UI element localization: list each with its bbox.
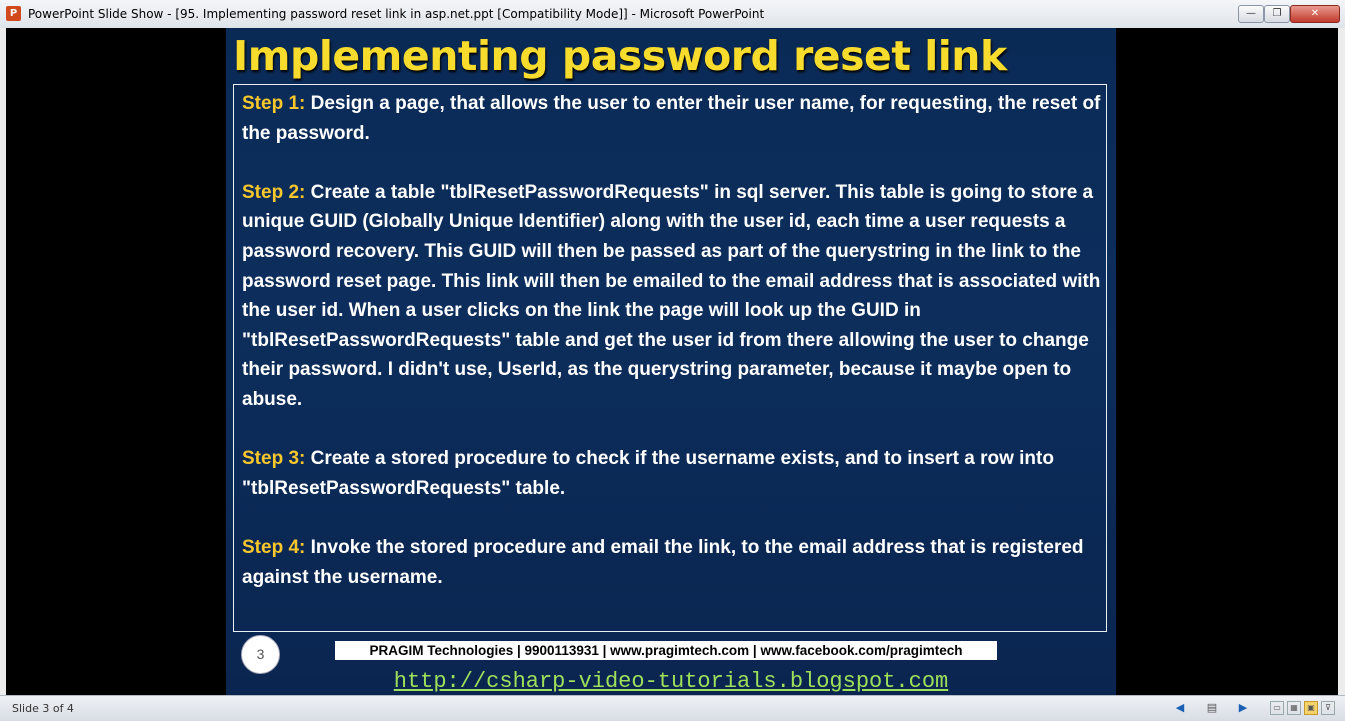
step-4-text: Invoke the stored procedure and email the link, to the email address that is registered against the username. <box>242 536 1084 588</box>
slideshow-left-margin <box>6 28 226 695</box>
step-4-label: Step 4: <box>242 536 306 558</box>
step-1-text: Design a page, that allows the user to enter their user name, for requesting, the reset of the password. <box>242 93 1101 144</box>
step-1 <box>242 89 1102 148</box>
normal-view-icon[interactable]: ▭ <box>1270 701 1284 715</box>
slide-menu-icon[interactable]: ▤ <box>1206 701 1218 714</box>
window-title-bar <box>0 0 1345 29</box>
slide-count: Slide 3 of 4 <box>12 702 74 715</box>
status-bar <box>0 695 1345 721</box>
step-3 <box>242 444 1102 503</box>
step-3-text: Create a stored procedure to check if the username exists, and to insert a row into "tblResetPasswordRequests" table. <box>242 448 1054 499</box>
slide-content-box <box>233 84 1107 632</box>
window-title: PowerPoint Slide Show - [95. Implementing password reset link in asp.net.ppt [Compatibility Mode]] - Microsoft PowerPoint <box>28 7 765 21</box>
powerpoint-app-icon[interactable]: P <box>6 6 21 21</box>
minimize-button[interactable]: — <box>1238 5 1264 23</box>
slide-content <box>242 89 1102 622</box>
slide-number-badge: 3 <box>241 635 280 674</box>
blog-url-link[interactable]: http://csharp-video-tutorials.blogspot.com <box>393 669 949 694</box>
previous-slide-icon[interactable]: ◀ <box>1175 701 1185 714</box>
slide-title: Implementing password reset link <box>233 32 1007 80</box>
maximize-button[interactable]: ❐ <box>1264 5 1290 23</box>
slide-footer: PRAGIM Technologies | 9900113931 | www.pragimtech.com | www.facebook.com/pragimtech <box>335 641 997 660</box>
close-button[interactable]: ✕ <box>1290 5 1340 23</box>
step-2-label: Step 2: <box>242 181 306 203</box>
step-4 <box>242 533 1102 592</box>
slideshow-right-margin <box>1116 28 1338 695</box>
window-right-edge <box>1338 28 1345 695</box>
slide[interactable] <box>226 28 1116 695</box>
step-3-label: Step 3: <box>242 448 306 470</box>
step-2-text: Create a table "tblResetPasswordRequests" in sql server. This table is going to store a unique GUID (Globally Unique Identifier) along with the user id, each time a user requests a password recovery. This GUID will then be passed as part of the querystring in the link to the password reset page. This link will then be emailed to the email address that is associated with the user id. When a user clicks on the link the page will look up the GUID in "tblResetPasswordRequests" table and get the user id from there allowing the user to change their password. I didn't use, UserId, as the querystring parameter, because it maybe open to abuse. <box>242 181 1101 410</box>
next-slide-icon[interactable]: ▶ <box>1238 701 1248 714</box>
step-2 <box>242 178 1102 415</box>
slide-show-view-icon[interactable]: ⊽ <box>1321 701 1335 715</box>
reading-view-icon[interactable]: ▣ <box>1304 701 1318 715</box>
slide-sorter-view-icon[interactable]: ▦ <box>1287 701 1301 715</box>
step-1-label: Step 1: <box>242 93 306 114</box>
